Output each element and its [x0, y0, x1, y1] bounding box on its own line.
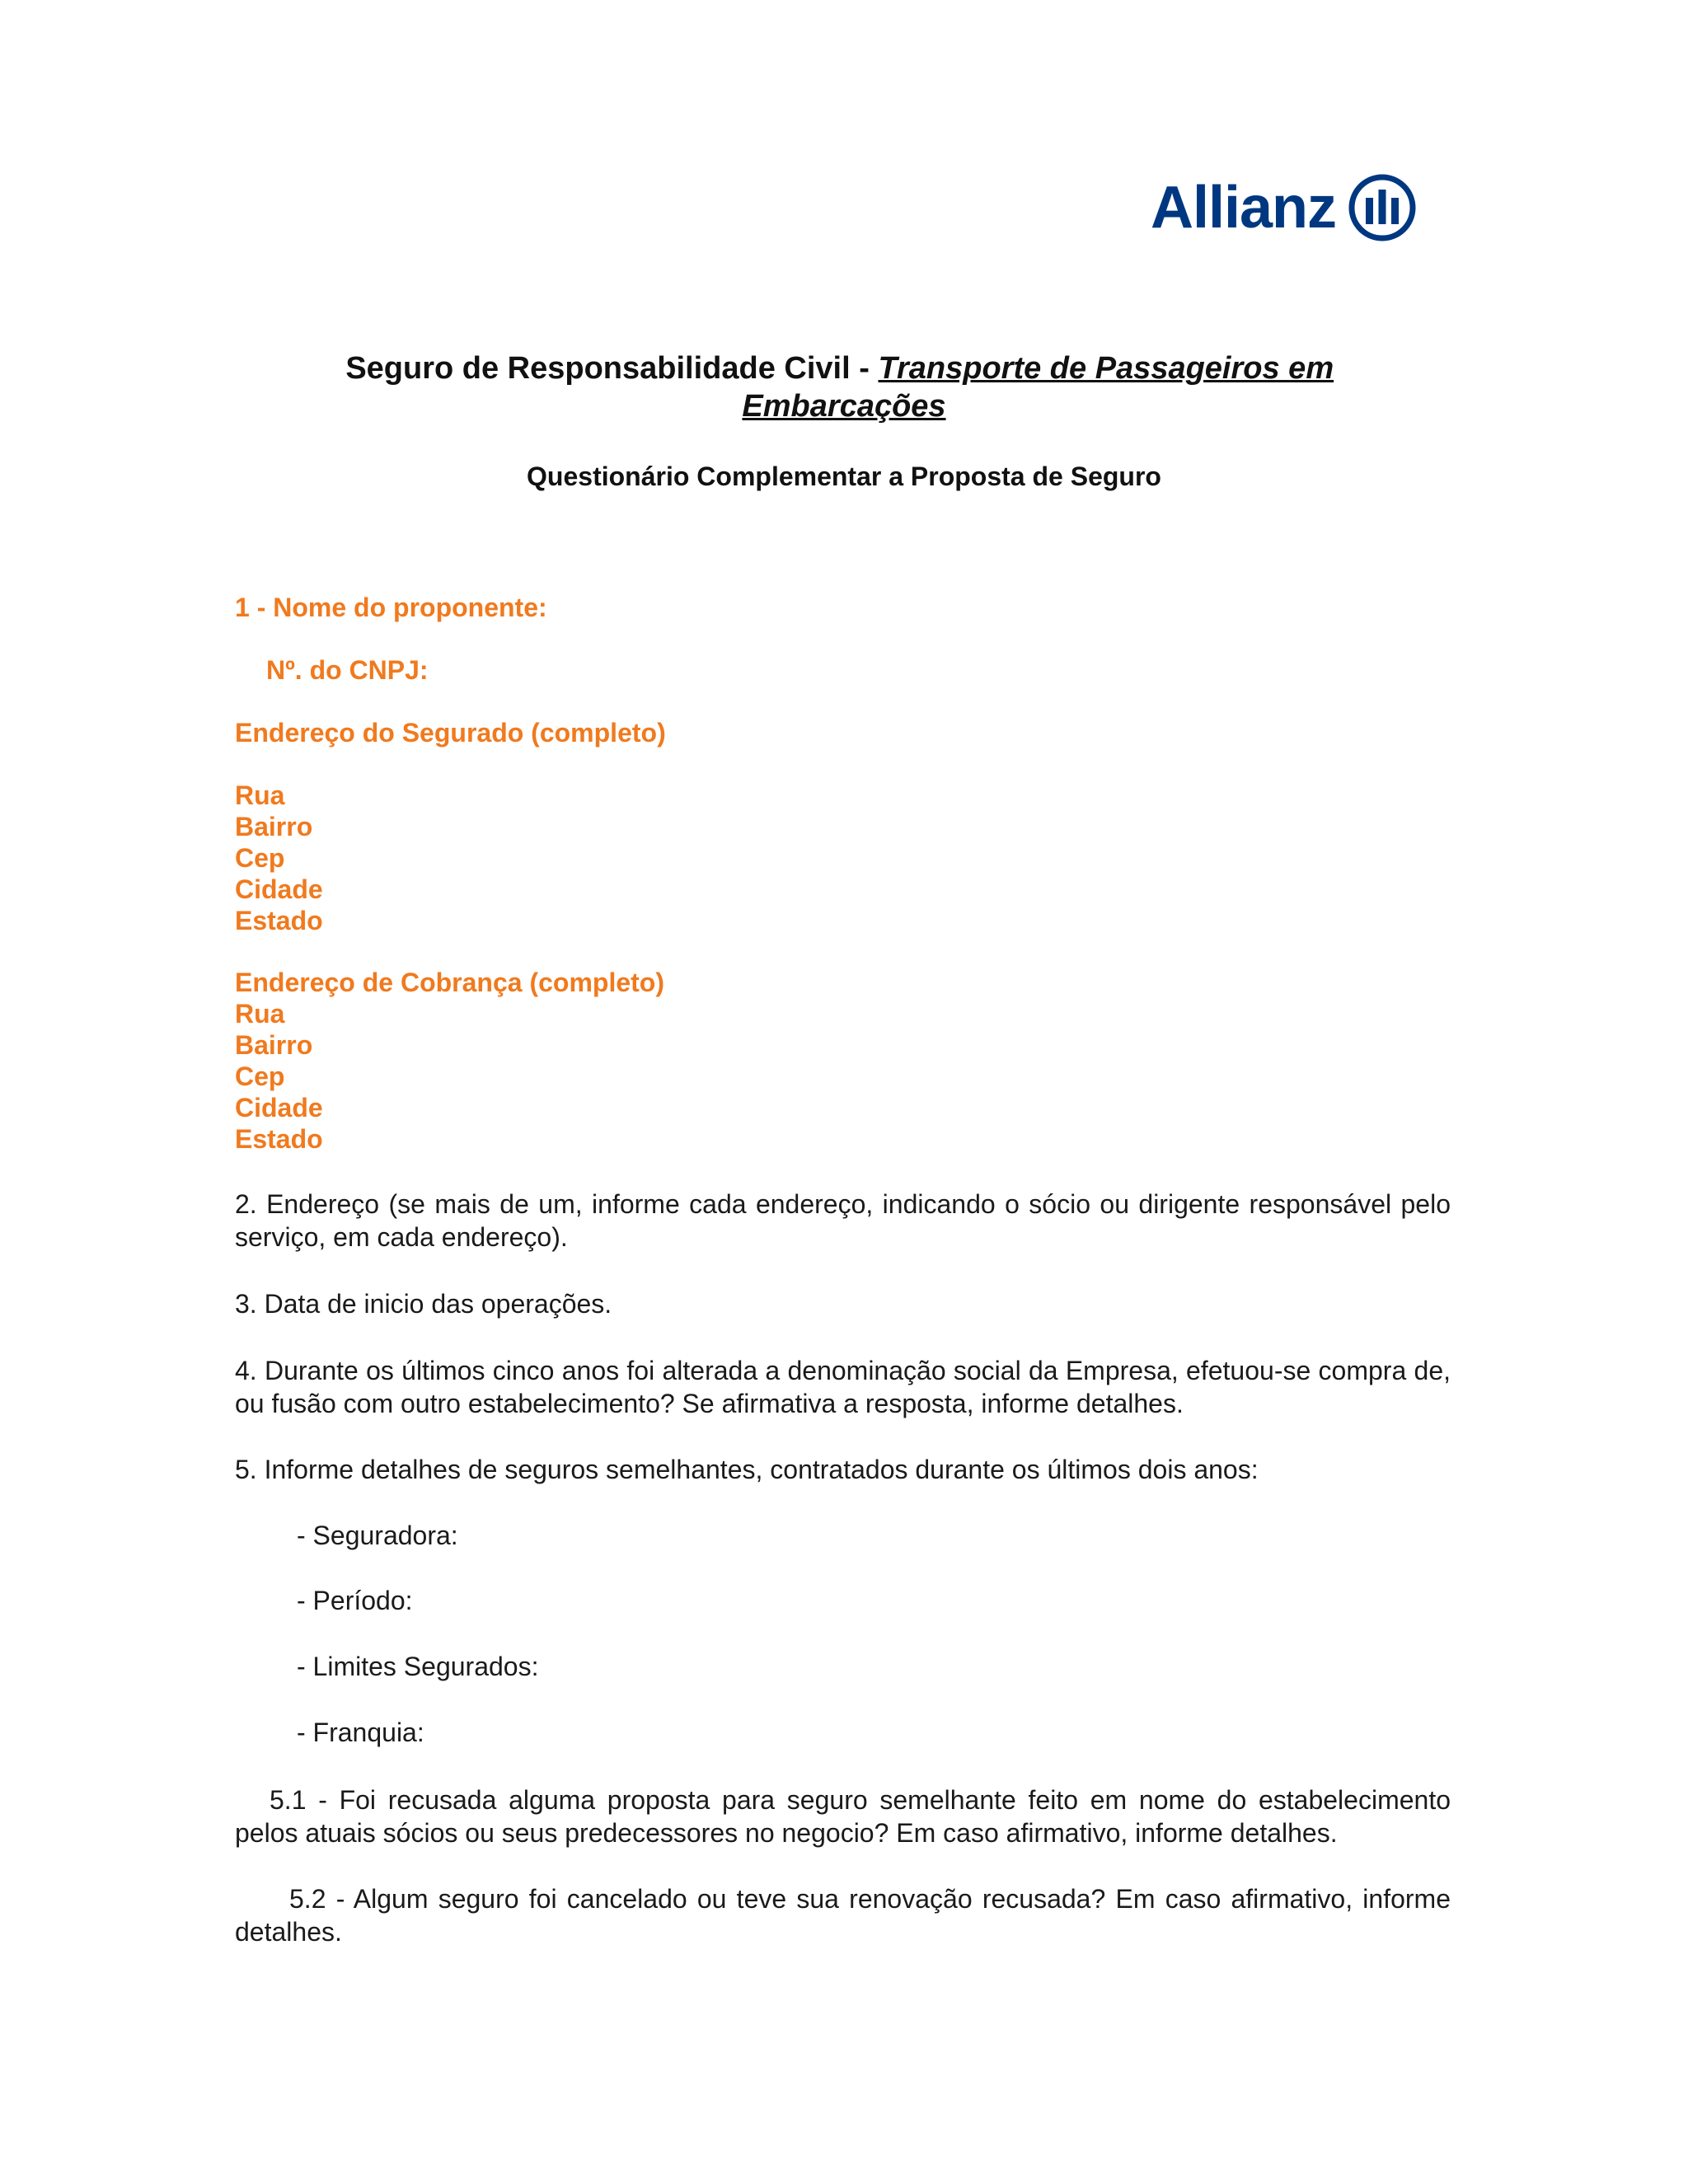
brand-name: Allianz [1151, 175, 1337, 241]
billing-address-field: Bairro [235, 1030, 313, 1060]
billing-address-field: Rua [235, 999, 285, 1029]
title-emphasis-line1: Transporte de Passageiros em [878, 351, 1334, 386]
question-3: 3. Data de inicio das operações. [235, 1289, 612, 1319]
question-4: 4. Durante os últimos cinco anos foi alterada a denominação social da Empresa, efetuou-se compra de, ou fusão com outro estabelecimento? Se afirmativa a resposta, informe detalhes. [235, 1356, 1451, 1418]
cnpj-label: Nº. do CNPJ: [266, 655, 429, 685]
insured-address-field: Bairro [235, 812, 313, 841]
title-emphasis-line2: Embarcações [742, 389, 946, 424]
billing-address-field: Cidade [235, 1093, 323, 1122]
billing-address-field: Cep [235, 1062, 285, 1091]
question-5: 5. Informe detalhes de seguros semelhantes, contratados durante os últimos dois anos: [235, 1455, 1259, 1484]
q5-item-franquia: - Franquia: [297, 1718, 424, 1747]
q5-item-limites: - Limites Segurados: [297, 1652, 539, 1681]
allianz-eagle-mark-icon [1348, 173, 1417, 242]
insured-address-field: Cep [235, 843, 285, 873]
billing-address-field: Estado [235, 1124, 323, 1154]
insured-address-fields [235, 780, 323, 936]
question-5-1: 5.1 - Foi recusada alguma proposta para seguro semelhante feito em nome do estabelecimento pelos atuais sócios ou seus predecessores no negocio? Em caso afirmativo, informe detalhes. [235, 1785, 1451, 1848]
allianz-logo [1151, 173, 1417, 242]
insured-address-field: Rua [235, 780, 285, 810]
document-subtitle: Questionário Complementar a Proposta de Seguro [527, 462, 1161, 491]
document-title [280, 349, 1408, 425]
insured-address-field: Estado [235, 906, 323, 935]
proponent-name-label: 1 - Nome do proponente: [235, 593, 547, 622]
q5-item-seguradora: - Seguradora: [297, 1521, 458, 1550]
title-prefix: Seguro de Responsabilidade Civil - [345, 351, 879, 386]
insured-address-field: Cidade [235, 874, 323, 904]
q5-item-periodo: - Período: [297, 1586, 413, 1615]
billing-address-heading: Endereço de Cobrança (completo) [235, 968, 664, 997]
billing-address-fields [235, 998, 323, 1155]
question-5-2: 5.2 - Algum seguro foi cancelado ou teve sua renovação recusada? Em caso afirmativo, informe detalhes. [235, 1884, 1451, 1947]
insured-address-heading: Endereço do Segurado (completo) [235, 718, 666, 748]
question-2: 2. Endereço (se mais de um, informe cada endereço, indicando o sócio ou dirigente responsável pelo serviço, em cada endereço). [235, 1189, 1451, 1252]
